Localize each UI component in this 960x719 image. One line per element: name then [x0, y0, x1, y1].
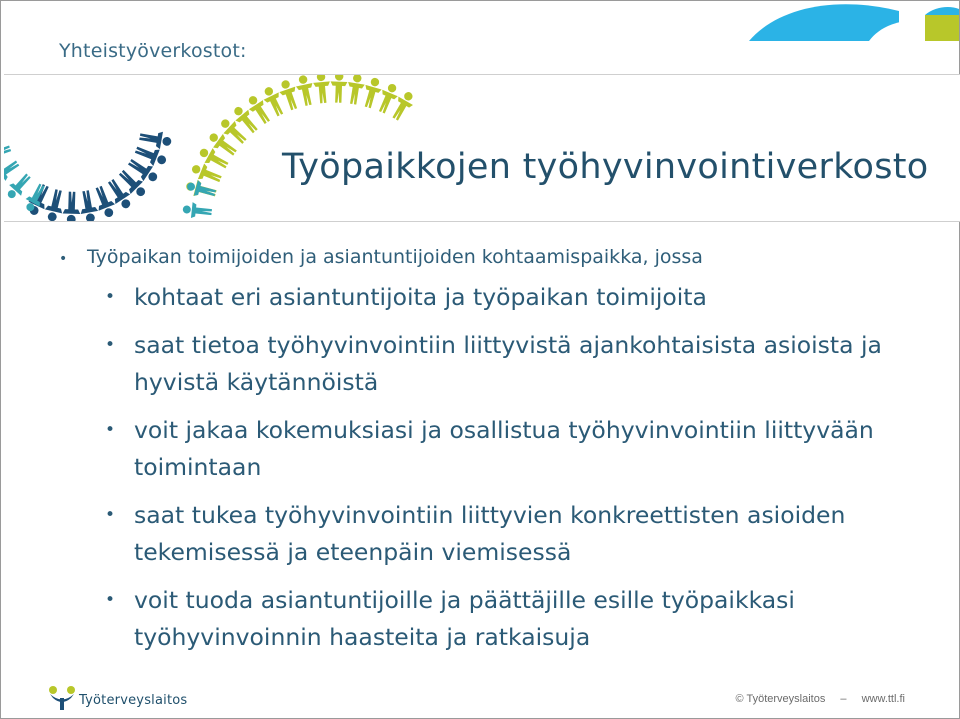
bullet-icon: •	[105, 590, 116, 610]
list-item	[105, 582, 929, 656]
sub-bullet-list	[105, 279, 929, 656]
bullet-icon: •	[59, 251, 68, 267]
ttl-logo	[47, 681, 187, 711]
bullet-list	[59, 241, 929, 667]
bullet-icon: •	[105, 505, 116, 525]
footer	[730, 693, 911, 705]
list-item	[105, 412, 929, 486]
ttl-logo-icon	[47, 681, 77, 711]
main-bullet-text: Työpaikan toimijoiden ja asiantuntijoiden kohtaamispaikka, jossa	[87, 246, 703, 268]
sub-bullet-text: saat tietoa työhyvinvointiin liittyvistä ajankohtaisista asioista ja hyvistä käytännöistä	[134, 331, 882, 396]
banner-title: Työpaikkojen työhyvinvointiverkosto	[282, 147, 929, 187]
logo-text: Työterveyslaitos	[79, 693, 188, 708]
sub-bullet-text: kohtaat eri asiantuntijoita ja työpaikan toimijoita	[134, 283, 707, 311]
sub-bullet-text: voit jakaa kokemuksiasi ja osallistua työhyvinvointiin liittyvään toimintaan	[134, 416, 874, 481]
list-item	[105, 327, 929, 401]
footer-url: www.ttl.fi	[861, 693, 905, 705]
footer-separator: –	[840, 693, 847, 705]
bullet-icon: •	[105, 335, 116, 355]
footer-copyright: © Työterveyslaitos	[735, 693, 826, 705]
list-item	[105, 279, 929, 316]
sub-bullet-text: saat tukea työhyvinvointiin liittyvien konkreettisten asioiden tekemisessä ja eteenpäin viemisessä	[134, 501, 846, 566]
bullet-icon: •	[105, 287, 116, 307]
slide-title: Yhteistyöverkostot:	[59, 40, 247, 62]
decorative-swoosh-icon	[749, 1, 959, 41]
list-item	[59, 241, 929, 275]
list-item	[105, 497, 929, 571]
banner	[4, 74, 960, 222]
sub-bullet-text: voit tuoda asiantuntijoille ja päättäjille esille työpaikkasi työhyvinvoinnin haasteita ja ratkaisuja	[134, 586, 795, 651]
bullet-icon: •	[105, 420, 116, 440]
